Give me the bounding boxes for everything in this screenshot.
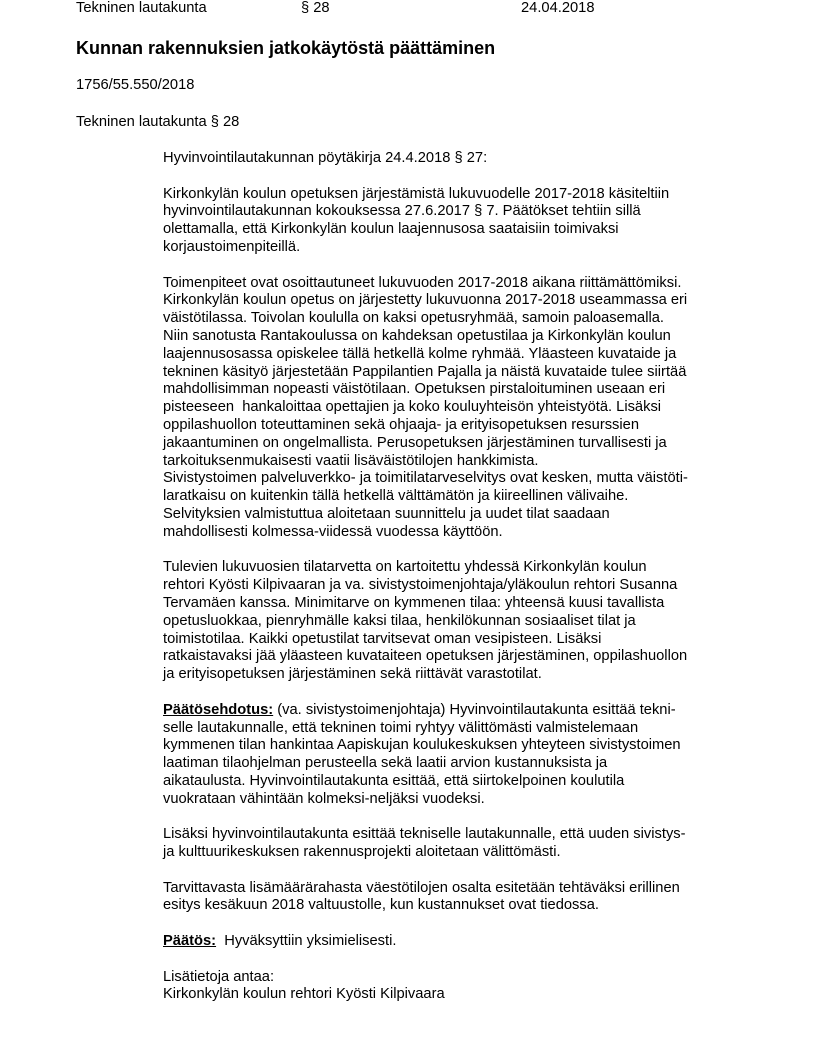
contact-person: Kirkonkylän koulun rehtori Kyösti Kilpivaara xyxy=(163,986,445,1003)
text-line: Niin sanotusta Rantakoulussa on kahdeksan opetustilaa ja Kirkonkylän koulun xyxy=(163,327,671,344)
paragraph-2 xyxy=(163,275,743,542)
text-line: opetusluokkaa, pienryhmälle kaksi tilaa, henkilökunnan sosiaaliset tilat ja xyxy=(163,612,636,629)
text-line: oppilashuollon toteuttaminen sekä ohjaaja- ja erityisopetuksen resurssien xyxy=(163,416,639,433)
text-line: jakaantuminen on ongelmallista. Perusopetuksen järjestäminen turvallisesti ja xyxy=(163,434,667,451)
intro-line: Hyvinvointilautakunnan pöytäkirja 24.4.2018 § 27: xyxy=(163,150,488,166)
page-title: Kunnan rakennuksien jatkokäytöstä päättäminen xyxy=(76,38,496,58)
text-line: ratkaistavaksi jää yläasteen kuvataiteen opetuksen järjestäminen, oppilashuollon xyxy=(163,648,688,665)
text-line: toimistotilaa. Kaikki opetustilat tarvitsevat oman vesipisteen. Lisäksi xyxy=(163,630,602,647)
text-line: hyvinvointilautakunnan kokouksessa 27.6.2017 § 7. Päätökset tehtiin sillä xyxy=(163,203,641,220)
page-header xyxy=(0,0,816,18)
text-line: aikataulusta. Hyvinvointilautakunta esittää, että siirtokelpoinen koulutila xyxy=(163,772,625,789)
text-line: Toimenpiteet ovat osoittautuneet lukuvuoden 2017-2018 aikana riittämättömiksi. xyxy=(163,274,682,291)
paragraph-1 xyxy=(163,186,743,257)
text-line: selle lautakunnalle, että tekninen toimi ryhtyy välittömästi valmistelemaan xyxy=(163,719,639,736)
proposal-first-line: (va. sivistystoimenjohtaja) Hyvinvointilautakunta esittää tekni- xyxy=(273,701,676,718)
text-line: laratkaisu on kuitenkin tällä hetkellä välttämätön ja kiireellinen välivaihe. xyxy=(163,488,629,505)
text-line xyxy=(163,702,743,720)
text-line: Selvityksien valmistuttua aloitetaan suunnittelu ja uudet tilat saadaan xyxy=(163,505,610,522)
text-line: laajennusosassa opiskelee tällä hetkellä kolme ryhmää. Yläasteen kuvataide ja xyxy=(163,345,677,362)
text-line: pisteeseen hankaloittaa opettajien ja koko kouluyhteisön yhteistyötä. Lisäksi xyxy=(163,399,662,416)
text-line: tekninen käsityö järjestetään Pappilantien Pajalla ja näistä kuvataide tulee siirtää xyxy=(163,363,687,380)
contact-paragraph xyxy=(163,969,743,1005)
header-section: § 28 xyxy=(301,0,330,16)
text-line: Sivistystoimen palveluverkko- ja toimitilatarveselvitys ovat kesken, mutta väistöti- xyxy=(163,470,688,487)
proposal-label: Päätösehdotus: xyxy=(163,701,274,718)
text-line: Kirkonkylän koulun opetuksen järjestämistä lukuvuodelle 2017-2018 käsiteltiin xyxy=(163,185,670,202)
decision-label: Päätös: xyxy=(163,933,217,950)
text-line: kymmenen tilan hankintaa Aapiskujan koulukeskuksen yhteyteen sivistystoimen xyxy=(163,737,681,754)
text-line: ja erityisopetuksen järjestäminen sekä riittävät varastotilat. xyxy=(163,666,542,683)
text-line: Lisäksi hyvinvointilautakunta esittää tekniselle lautakunnalle, että uuden sivistys- xyxy=(163,826,686,843)
text-line: Kirkonkylän koulun opetus on järjestetty lukuvuonna 2017-2018 useammassa eri xyxy=(163,292,688,309)
text-line: väistötilassa. Toivolan koululla on kaksi opetusryhmää, samoin paloasemalla. xyxy=(163,310,665,327)
text-line: rehtori Kyösti Kilpivaaran ja va. sivistystoimenjohtaja/yläkoulun rehtori Susanna xyxy=(163,577,678,594)
text-line: Tulevien lukuvuosien tilatarvetta on kartoitettu yhdessä Kirkonkylän koulun xyxy=(163,559,647,576)
paragraph-6 xyxy=(163,880,743,916)
text-line: olettamalla, että Kirkonkylän koulun laajennusosa saataisiin toimivaksi xyxy=(163,221,619,238)
text-line: vuokrataan vähintään kolmeksi-neljäksi vuodeksi. xyxy=(163,790,485,807)
document-number: 1756/55.550/2018 xyxy=(76,77,195,93)
header-date: 24.04.2018 xyxy=(521,0,595,16)
text-line: mahdollisimman nopeasti väistötilaan. Opetuksen pirstaloituminen useaan eri xyxy=(163,381,666,398)
document-body xyxy=(163,150,743,1004)
text-line: laatiman tilaohjelman perusteella sekä laatii arvion kustannuksista ja xyxy=(163,755,608,772)
text-line: Tarvittavasta lisämäärärahasta väestötilojen osalta esitetään tehtäväksi erillinen xyxy=(163,879,680,896)
text-line: esitys kesäkuun 2018 valtuustolle, kun kustannukset ovat tiedossa. xyxy=(163,897,599,914)
text-line xyxy=(163,933,743,951)
proposal-paragraph xyxy=(163,702,743,809)
text-line: Tervamäen kanssa. Minimitarve on kymmenen tilaa: yhteensä kuusi tavallista xyxy=(163,594,665,611)
header-org: Tekninen lautakunta xyxy=(76,0,207,16)
text-line: mahdollisesti kolmessa-viidessä vuodessa käyttöön. xyxy=(163,523,503,540)
text-line: tarkoituksenmukaisesti vaatii lisäväistötilojen hankkimista. xyxy=(163,452,539,469)
meeting-reference: Tekninen lautakunta § 28 xyxy=(76,114,240,130)
contact-label: Lisätietoja antaa: xyxy=(163,968,275,985)
paragraph-5 xyxy=(163,826,743,862)
decision-paragraph xyxy=(163,933,743,951)
text-line: ja kulttuurikeskuksen rakennusprojekti aloitetaan välittömästi. xyxy=(163,844,561,861)
decision-text: Hyväksyttiin yksimielisesti. xyxy=(216,933,397,950)
text-line: korjaustoimenpiteillä. xyxy=(163,238,301,255)
paragraph-3 xyxy=(163,559,743,684)
